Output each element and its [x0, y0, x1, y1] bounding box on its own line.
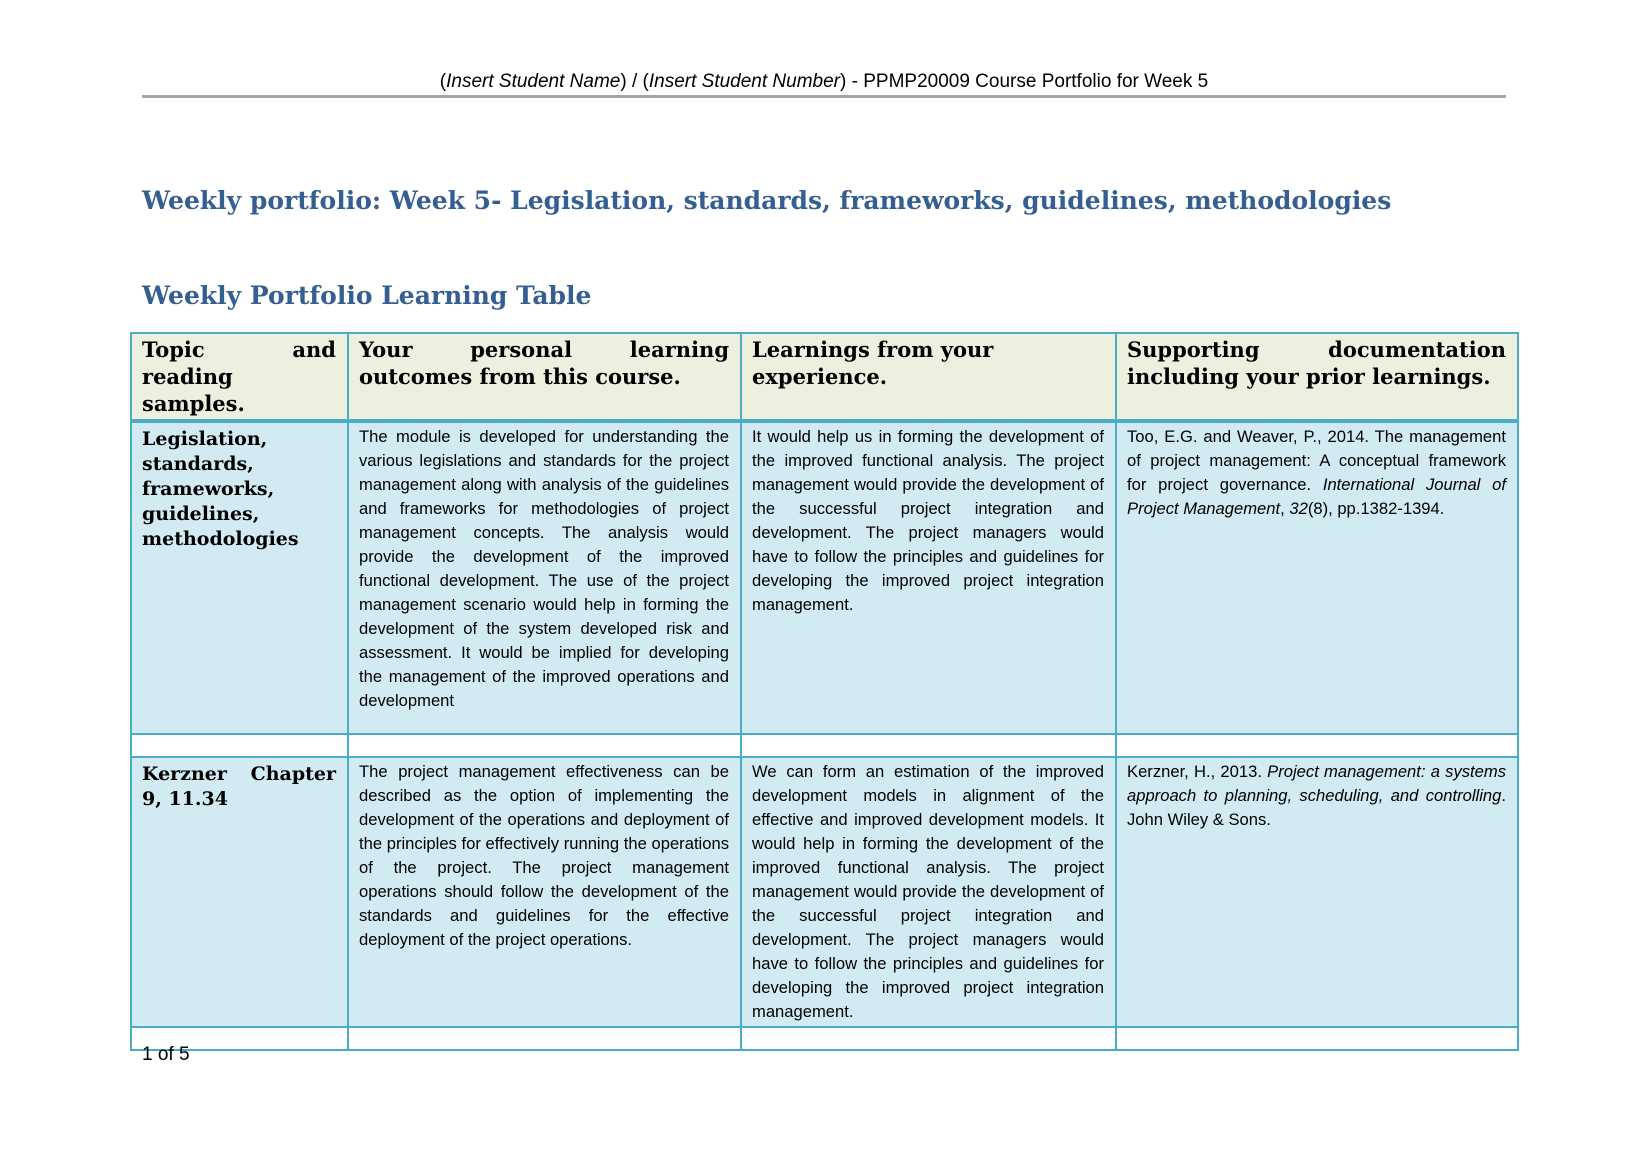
empty-cell	[741, 734, 1116, 757]
reference-authors: Too, E.G. and Weaver, P., 2014. The management of project management: A conceptual framework for project governance.	[1127, 427, 1506, 494]
empty-cell	[1116, 1027, 1518, 1050]
table-row	[131, 757, 1518, 1027]
documentation-cell	[1116, 421, 1518, 734]
reference-book-title: Project management: a systems approach to planning, scheduling, and controlling	[1127, 762, 1506, 805]
table-spacer-row	[131, 1027, 1518, 1050]
header-paren: (	[439, 71, 447, 92]
column-header-documentation: Supporting documentation including your prior learnings.	[1116, 333, 1518, 421]
page-title: Weekly portfolio: Week 5- Legislation, standards, frameworks, guidelines, methodologies	[142, 186, 1392, 215]
reference-journal: International Journal of Project Management	[1127, 475, 1506, 518]
experience-text: It would help us in forming the development of the improved functional analysis. The project management would provide the development of the successful project integration and development. The project managers would have to follow the principles and guidelines for developing the improved project integration management.	[752, 427, 1104, 614]
outcomes-cell	[348, 757, 741, 1027]
outcomes-cell	[348, 421, 741, 734]
student-name-placeholder: Insert Student Name	[446, 71, 621, 92]
table-heading: Weekly Portfolio Learning Table	[142, 281, 592, 310]
reference-pages: (8), pp.1382-1394.	[1307, 499, 1445, 518]
page-header	[142, 70, 1506, 94]
reference-volume: 32	[1289, 499, 1308, 518]
documentation-cell	[1116, 757, 1518, 1027]
page-number: 1 of 5	[142, 1044, 190, 1065]
header-divider	[142, 95, 1506, 98]
column-header-outcomes: Your personal learning outcomes from this course.	[348, 333, 741, 421]
empty-cell	[348, 1027, 741, 1050]
empty-cell	[741, 1027, 1116, 1050]
topic-text: Legislation, standards, frameworks, guidelines, methodologies	[142, 428, 299, 550]
outcomes-text: The module is developed for understanding the various legislations and standards for the project management along with analysis of the guidelines and frameworks for methodologies of project management concepts. The analysis would provide the development of the improved functional development. The use of the project management scenario would help in forming the development of the system developed risk and assessment. It would be implied for developing the management of the improved operations and development	[359, 427, 729, 710]
reference-separator: ,	[1280, 499, 1290, 518]
table-header-row	[131, 333, 1518, 421]
empty-cell	[348, 734, 741, 757]
student-number-placeholder: Insert Student Number	[648, 71, 841, 92]
topic-text: Kerzner Chapter 9, 11.34	[142, 763, 336, 810]
topic-cell	[131, 757, 348, 1027]
experience-cell	[741, 421, 1116, 734]
column-header-experience: Learnings from your experience.	[741, 333, 1116, 421]
header-course-title: ) - PPMP20009 Course Portfolio for Week 5	[840, 71, 1209, 92]
outcomes-text: The project management effectiveness can be described as the option of implementing the development of the operations and deployment of the principles for effectively running the operations of the project. The project management operations should follow the development of the standards and guidelines for the effective deployment of the project operations.	[359, 762, 729, 949]
documentation-text	[1127, 425, 1506, 521]
topic-cell	[131, 421, 348, 734]
table-spacer-row	[131, 734, 1518, 757]
column-header-topic: Topic and reading samples.	[131, 333, 348, 421]
header-separator: ) / (	[620, 71, 649, 92]
empty-cell	[1116, 734, 1518, 757]
reference-authors: Kerzner, H., 2013.	[1127, 762, 1268, 781]
documentation-text	[1127, 760, 1506, 832]
reference-publisher: . John Wiley & Sons.	[1127, 786, 1506, 829]
table-row	[131, 421, 1518, 734]
experience-text: We can form an estimation of the improved development models in alignment of the effective and improved development models. It would help in forming the development of the improved functional analysis. The project management would provide the development of the successful project integration and development. The project managers would have to follow the principles and guidelines for developing the improved project integration management.	[752, 762, 1104, 1021]
learning-table	[130, 332, 1519, 1051]
experience-cell	[741, 757, 1116, 1027]
empty-cell	[131, 734, 348, 757]
